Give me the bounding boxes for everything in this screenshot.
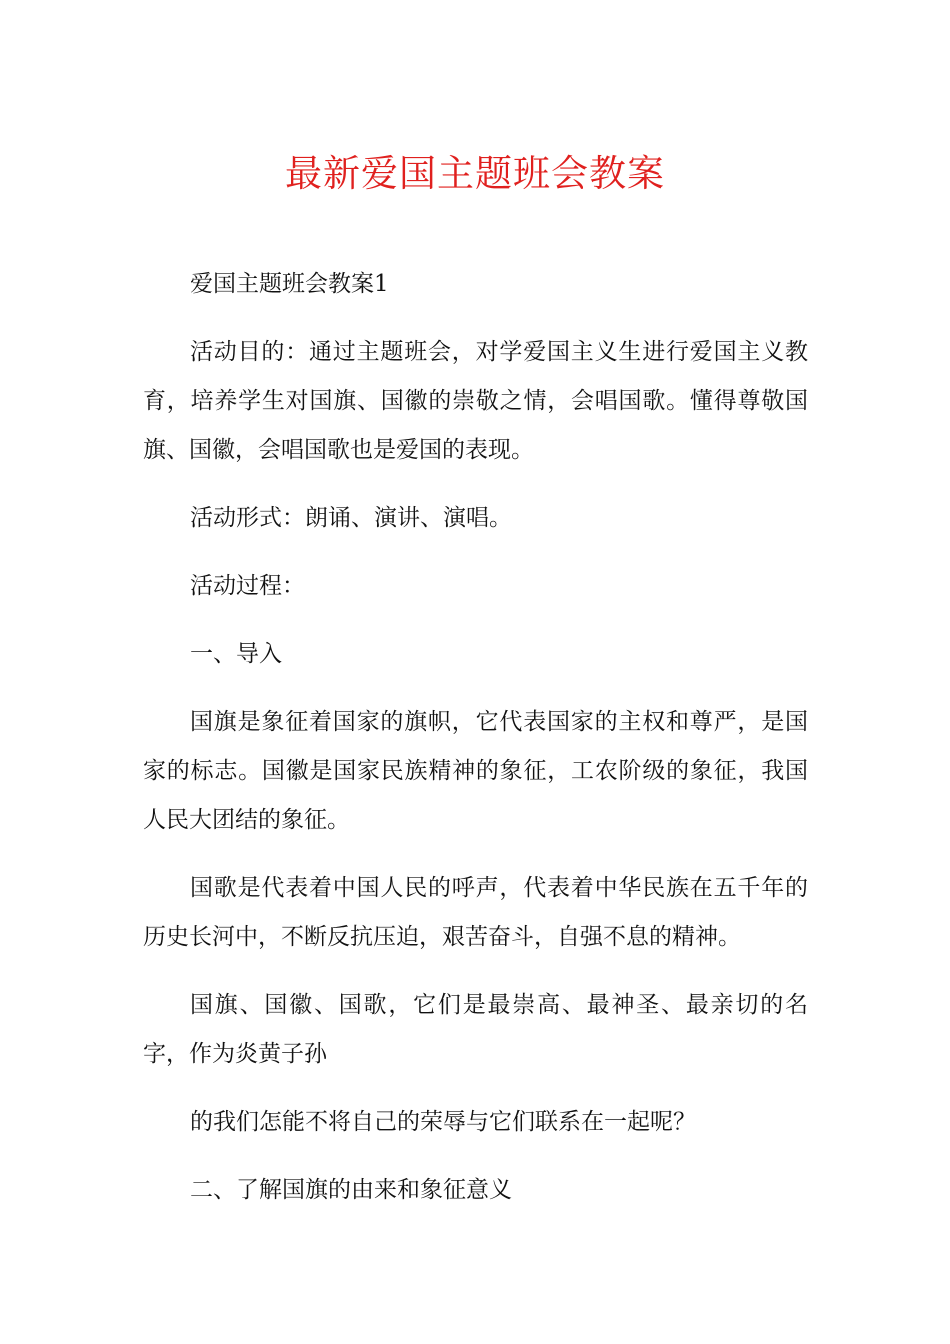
section-heading: 爱国主题班会教案1 bbox=[190, 271, 389, 297]
section-heading: 一、导入 bbox=[190, 641, 282, 667]
document-title: 最新爱国主题班会教案 bbox=[285, 152, 665, 195]
paragraph: 国旗是象征着国家的旗帜，它代表国家的主权和尊严，是国家的标志。国徽是国家民族精神的象征，工农阶级的象征，我国人民大团结的象征。 bbox=[143, 709, 808, 833]
paragraph: 活动目的：通过主题班会，对学爱国主义生进行爱国主义教育，培养学生对国旗、国徽的崇敬之情，会唱国歌。懂得尊敬国旗、国徽，会唱国歌也是爱国的表现。 bbox=[143, 339, 808, 463]
paragraph: 国旗、国徽、国歌，它们是最崇高、最神圣、最亲切的名字，作为炎黄子孙 bbox=[143, 992, 808, 1067]
paragraph: 活动形式：朗诵、演讲、演唱。 bbox=[190, 505, 512, 531]
paragraph: 活动过程： bbox=[190, 573, 305, 599]
section-heading: 二、了解国旗的由来和象征意义 bbox=[190, 1177, 512, 1203]
paragraph: 的我们怎能不将自己的荣辱与它们联系在一起呢？ bbox=[190, 1109, 696, 1135]
document-body bbox=[143, 260, 808, 1234]
paragraph: 国歌是代表着中国人民的呼声，代表着中华民族在五千年的历史长河中，不断反抗压迫，艰苦奋斗，自强不息的精神。 bbox=[143, 875, 808, 950]
